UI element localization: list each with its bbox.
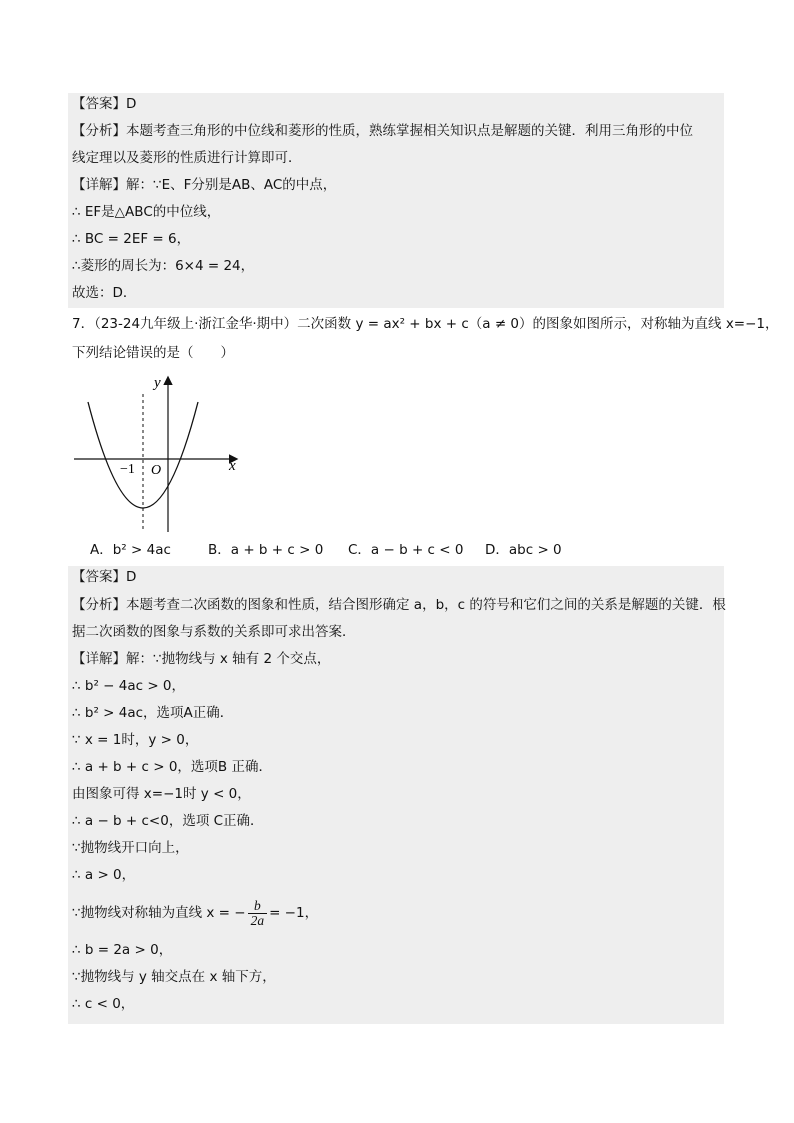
q7-detail-line: ∴ c < 0， [72,996,135,1012]
q6-detail-line: ∴ EF是△ABC的中位线， [72,204,221,220]
q7-answer: 【答案】D [72,569,137,585]
q7-detail-line: ∴ b² − 4ac > 0， [72,678,186,694]
q7-detail-line: 由图象可得 x=−1时 y < 0， [72,786,251,802]
origin-label: O [151,463,162,478]
parabola-graph [70,372,250,537]
option-a[interactable]: A．b² > 4ac [90,542,171,558]
q7-detail-line: ∵ x = 1时，y > 0， [72,732,199,748]
q6-analysis-cont: 线定理以及菱形的性质进行计算即可． [72,150,302,166]
symmetry-text-end: = −1， [269,905,319,921]
symmetry-text: ∵抛物线对称轴为直线 x = − [72,905,246,921]
q7-analysis: 【分析】本题考查二次函数的图象和性质，结合图形确定 a，b，c 的符号和它们之间的关系是解题的关键．根 [72,597,726,613]
fraction-denominator: 2a [250,912,265,928]
q6-detail-line: ∴菱形的周长为：6×4 = 24， [72,258,255,274]
option-c[interactable]: C．a − b + c < 0 [348,542,464,558]
q7-detail-line: ∴ a − b + c<0，选项 C正确． [72,813,264,829]
option-b[interactable]: B．a + b + c > 0 [208,542,324,558]
q7-detail-line: ∴ a > 0， [72,867,136,883]
q7-analysis-cont: 据二次函数的图象与系数的关系即可求出答案． [72,624,356,640]
q7-detail-line: 【详解】解：∵抛物线与 x 轴有 2 个交点， [72,651,331,667]
q7-detail-symmetry-line [72,895,724,931]
fraction [248,899,268,928]
q6-detail-line: ∴ BC = 2EF = 6， [72,231,191,247]
q7-stem: 7．（23-24九年级上·浙江金华·期中）二次函数 y = ax² + bx + c（a ≠ 0）的图象如图所示，对称轴为直线 x=−1， [72,316,779,332]
option-d[interactable]: D．abc > 0 [485,542,562,558]
fraction-numerator: b [248,899,268,914]
q6-detail-line: 【详解】解：∵E、F分别是AB、AC的中点， [72,177,337,193]
neg-one-tick-label: −1 [120,462,135,477]
y-axis-label: y [154,375,161,391]
q7-detail-line: ∵抛物线开口向上， [72,840,189,856]
q7-detail-line: ∴ b = 2a > 0， [72,942,173,958]
x-axis-label: x [229,458,236,474]
q7-detail-line: ∵抛物线与 y 轴交点在 x 轴下方， [72,969,276,985]
q7-detail-line: ∴ a + b + c > 0，选项B 正确． [72,759,272,775]
q6-answer: 【答案】D [72,96,137,112]
q6-detail-line: 故选：D． [72,285,137,301]
q7-detail-line: ∴ b² > 4ac，选项A正确． [72,705,234,721]
q6-analysis: 【分析】本题考查三角形的中位线和菱形的性质，熟练掌握相关知识点是解题的关键．利用三角形的中位 [72,123,693,139]
q7-options [90,540,690,560]
q7-stem-cont: 下列结论错误的是（ ） [72,345,234,361]
